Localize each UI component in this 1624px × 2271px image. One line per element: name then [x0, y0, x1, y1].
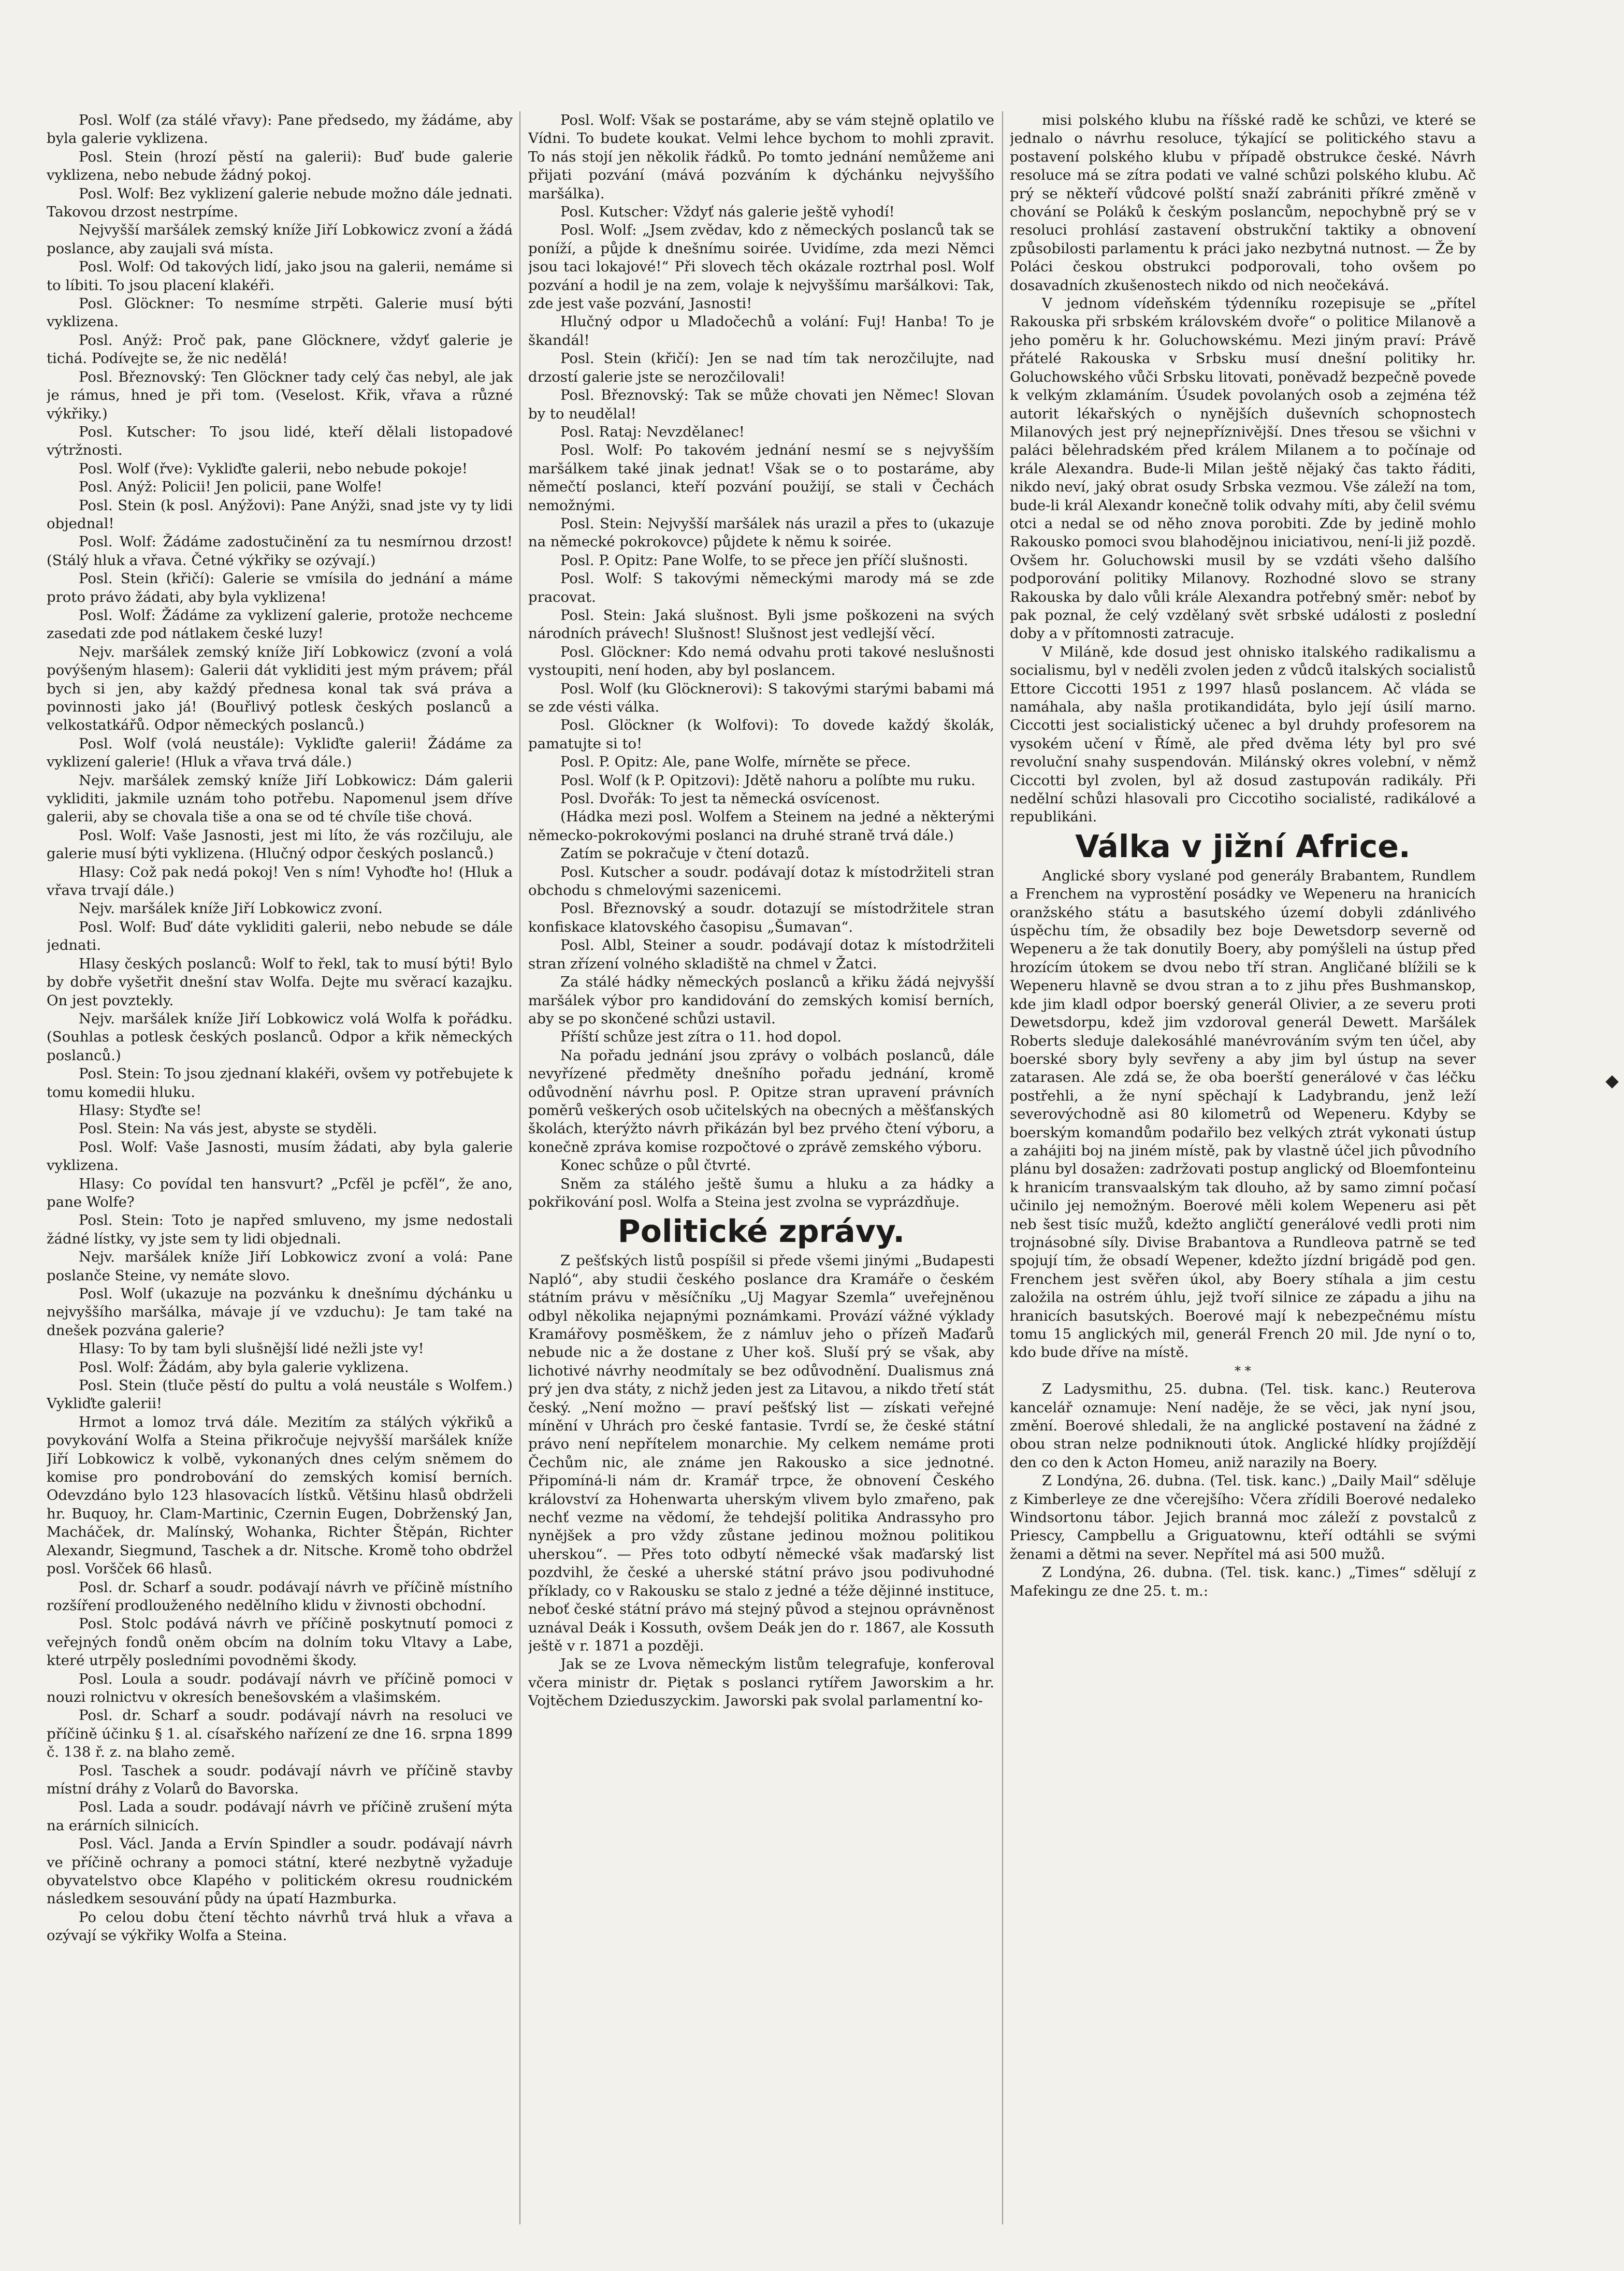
article-paragraph: Za stálé hádky německých poslanců a křiku žádá nejvyšší maršálek výbor pro kandidování do zemských komisí berních, aby se po skončené schůzi ustavil. — [528, 974, 994, 1027]
article-paragraph: Posl. Wolf: Bez vyklizení galerie nebude možno dále jednati. Takovou drzost nestrpíme. — [47, 185, 513, 221]
article-paragraph: Posl. Stein: To jsou zjednaní klakéři, ovšem vy potřebujete k tomu komedii hluku. — [47, 1065, 513, 1101]
news-item: Z Ladysmithu, 25. dubna. (Tel. tisk. kanc.) Reuterova kancelář oznamuje: Není naděje, že se věci, jak nyní jsou, změní. Boerové shledali, že na anglické postavení na žádné z obou stran nelze podniknouti útok. Anglické hlídky projíždějí den co den k Acton Homeu, aniž narazily na Boery. — [1010, 1381, 1476, 1471]
article-paragraph: Posl. Lada a soudr. podávají návrh ve příčině zrušení mýta na erárních silnicích. — [47, 1799, 513, 1834]
article-paragraph: (Hádka mezi posl. Wolfem a Steinem na jedné a některými německo-pokrokovými poslanci na druhé straně trvá dále.) — [528, 808, 994, 844]
article-paragraph: Posl. P. Opitz: Pane Wolfe, to se přece jen příčí slušnosti. — [560, 552, 968, 569]
article-paragraph: Posl. Albl, Steiner a soudr. podávají dotaz k místodržiteli stran zřízení volného skladiště na chmel v Žatci. — [528, 937, 994, 972]
article-paragraph: Hlasy: Styďte se! — [79, 1102, 202, 1119]
article-paragraph: Posl. Březnovský: Tak se může chovati jen Němec! Slovan by to neudělal! — [528, 387, 994, 422]
article-paragraph: Nejv. maršálek zemský kníže Jiří Lobkowicz (zvoní a volá povýšeným hlasem): Galerii dát vykliditi jest mým právem; přál bych si jen, aby každý přednesa konal tak svá práva a povinnosti jako já! (Bouřlivý potlesk českých poslanců a velkostatkářů. Odpor německých poslanců.) — [47, 643, 513, 734]
article-paragraph: Posl. Kutscher: To jsou lidé, kteří dělali listopadové výtržnosti. — [47, 423, 513, 459]
article-paragraph: Posl. Stein (křičí): Jen se nad tím tak nerozčilujte, nad drzostí galerie jste se nerozčilovali! — [528, 350, 994, 385]
article-paragraph: Posl. dr. Scharf a soudr. podávají návrh ve příčině místního rozšíření prodlouženého nedělního klidu v živnosti obchodní. — [47, 1579, 513, 1614]
article-paragraph: Posl. Rataj: Nevzdělanec! — [560, 423, 745, 440]
article-paragraph: Konec schůze o půl čtvrté. — [560, 1157, 751, 1174]
column-1 — [47, 111, 513, 2255]
article-paragraph: Posl. Březnovský a soudr. dotazují se místodržitele stran konfiskace klatovského časopisu „Šumavan“. — [528, 900, 994, 935]
article-paragraph: Hlasy českých poslanců: Wolf to řekl, tak to musí býti! Bylo by dobře vyšetřit dnešní stav Wolfa. Dejte mu svěrací kazajku. On jest povztekly. — [47, 955, 513, 1009]
article-paragraph: Posl. Dvořák: To jest ta německá osvícenost. — [560, 790, 880, 807]
article-paragraph: Po celou dobu čtení těchto návrhů trvá hluk a vřava a ozývají se výkřiky Wolfa a Steina. — [47, 1908, 513, 1944]
article-paragraph: Hrmot a lomoz trvá dále. Mezitím za stálých výkřiků a povykování Wolfa a Steina přikročuje nejvyšší maršálek kníže Jiří Lobkowicz k volbě, vykonaných dnes celým sněmem do komise pro pondrobování do zemských komisí berních. Odevzdáno bylo 123 hlasovacích lístků. Většinu hlasů obdrželi hr. Buquoy, hr. Clam-Martinic, Czernin Eugen, Dobrženský Jan, Macháček, dr. Malínský, Wohanka, Richter Štěpán, Richter Alexandr, Siegmund, Taschek a dr. Nitsche. Kromě toho obdržel posl. Voršček 66 hlasů. — [47, 1413, 513, 1578]
article-paragraph: Posl. Glöckner (k Wolfovi): To dovede každý školák, pamatujte si to! — [528, 717, 994, 752]
column-2 — [528, 111, 994, 2255]
article-paragraph: Hlasy: Co povídal ten hansvurt? „Pcfěl je pcfěl“, že ano, pane Wolfe? — [47, 1175, 513, 1210]
article-paragraph: Posl. Václ. Janda a Ervín Spindler a soudr. podávají návrh ve příčině ochrany a pomoci státní, které nezbytně vyžaduje obyvatelstvo obce Klapého v politickém okresu roudnickém následkem sesouvání půdy na úpatí Hazmburka. — [47, 1835, 513, 1907]
article-paragraph: Posl. Stein: Na vás jest, abyste se styděli. — [79, 1120, 378, 1137]
article-paragraph: Posl. Kutscher: Vždyť nás galerie ještě vyhodí! — [560, 204, 895, 221]
article-paragraph: Posl. Wolf: Žádáme zadostučinění za tu nesmírnou drzost! (Stálý hluk a vřava. Četné výkřiky se ozývají.) — [47, 533, 513, 569]
article-paragraph: Posl. Taschek a soudr. podávají návrh ve příčině stavby místní dráhy z Volarů do Bavorska. — [47, 1762, 513, 1797]
article-paragraph: Posl. Stolc podává návrh ve příčině poskytnutí pomoci z veřejných fondů oněm obcím na dolním toku Vltavy a Labe, které utrpěly posledními povodněmi škody. — [47, 1615, 513, 1669]
article-paragraph: Posl. Anýž: Proč pak, pane Glöcknere, vždyť galerie je tichá. Podívejte se, že nic nedělá! — [47, 331, 513, 367]
article-paragraph: Nejv. maršálek kníže Jiří Lobkowicz zvoní. — [79, 900, 383, 917]
article-paragraph: Posl. Wolf: Od takových lidí, jako jsou na galerii, nemáme si to líbiti. To jsou placení klakéři. — [47, 258, 513, 294]
article-paragraph: Posl. Stein: Jaká slušnost. Byli jsme poškozeni na svých národních právech! Slušnost! Slušnost jest vedlejší věcí. — [528, 606, 994, 642]
article-paragraph: Posl. Stein (tluče pěstí do pultu a volá neustále s Wolfem.) Vykliďte galerii! — [47, 1377, 513, 1412]
article-paragraph: Posl. Wolf: „Jsem zvědav, kdo z německých poslanců tak se poníží, a půjde k dnešnímu soirée. Uvidíme, zda mezi Němci jsou taci lokajové!“ Při slovech těch okázale roztrhal posl. Wolf pozvání a hodil je na zem, volaje k nejvyššímu maršálkovi: Tak, zde jest vaše pozvání, Jasnosti! — [528, 222, 994, 312]
article-paragraph: Posl. Loula a soudr. podávají návrh ve příčině pomoci v nouzi rolnictvu v okresích benešovském a vlašimském. — [47, 1670, 513, 1705]
article-paragraph: Posl. Wolf: Však se postaráme, aby se vám stejně oplatilo ve Vídni. To budete koukat. Velmi lehce bychom to mohli zpravit. To nás stojí jen několik řádků. Po tomto jednání nemůžeme ani přijati pozvání (mává pozváním k dýchánku nejvyššího maršálka). — [528, 112, 994, 202]
article-paragraph: Z pešťských listů pospíšil si přede všemi jinými „Budapesti Napló“, aby studii českého poslance dra Kramáře o českém státním právu v měsíčníku „Uj Magyar Szemla“ uveřejněnou odbyl několika nejapnými poznámkami. Provází vážné výklady Kramářovy posměškem, že z námluv jeho o přízeň Maďarů nebude nic a že dostane z Uher koš. Sluší prý se však, aby lichotivé návrhy neodmítaly se bez odůvodnění. Dualismus zná prý jen dva státy, z nichž jeden jest za Litavou, a nikdo třetí stát český. „Není možno — praví pešťský list — získati veřejné mínění v Uhrách pro české fantasie. Tvrdí se, že české státní právo není nepřítelem monarchie. My celkem nemáme proti Čechům nic, ale známe jen Rakousko a sice jednotné. Připomíná-li nám dr. Kramář trpce, že obnovení Českého království za Hohenwarta uherským vlivem bylo zmařeno, pak nechť vezme na vědomí, že tehdejší politika Andrassyho pro nynějšek a pro vždy zůstane jedinou možnou politikou uherskou“. — Přes toto odbytí německé však maďarský list pozdvihl, že české a uherské státní právo jsou podivuhodné příklady, co v Rakousku se stalo z jedné a téže dějinné instituce, neboť české státní právo má stejný původ a stejnou oprávněnost uznával Deák i Kossuth, ovšem Deák jen do r. 1867, ale Kossuth ještě v r. 1871 a později. — [528, 1252, 994, 1654]
article-paragraph: Hlučný odpor u Mladočechů a volání: Fuj! Hanba! To je škandál! — [528, 313, 994, 349]
registration-mark — [1605, 1075, 1618, 1088]
article-paragraph: Posl. Wolf (za stálé vřavy): Pane předsedo, my žádáme, aby byla galerie vyklizena. — [47, 112, 513, 147]
article-paragraph: Posl. Wolf: Buď dáte vykliditi galerii, nebo nebude se dále jednati. — [47, 918, 513, 954]
article-paragraph: Posl. Stein: Nejvyšší maršálek nás urazil a přes to (ukazuje na německé pokrokovce) půjdete k němu k soirée. — [528, 515, 994, 551]
article-paragraph: Posl. Wolf: Žádám, aby byla galerie vyklizena. — [79, 1358, 409, 1376]
article-paragraph: Příští schůze jest zítra o 11. hod dopol. — [560, 1029, 842, 1046]
section-heading: Válka v jižní Africe. — [1075, 828, 1411, 865]
article-paragraph: Na pořadu jednání jsou zprávy o volbách poslanců, dále nevyřízené předměty dnešního pořadu jednání, kromě odůvodnění návrhu posl. P. Opitze stran upravení právních poměrů veškerých osob učitelských na obecných a měšťanských školách, kterýžto návrh přikázán byl bez prvého čtení výboru, a konečně zpráva komise rozpočtové o zprávě zemského výboru. — [528, 1047, 994, 1155]
article-paragraph: Hlasy: To by tam byli slušnější lidé nežli jste vy! — [79, 1340, 424, 1357]
article-paragraph: Posl. Wolf: Vaše Jasnosti, musím žádati, aby byla galerie vyklizena. — [47, 1138, 513, 1174]
article-paragraph: Posl. Stein (křičí): Galerie se vmísila do jednání a máme proto právo žádati, aby byla vyklizena! — [47, 570, 513, 605]
article-paragraph: Posl. Stein: Toto je napřed smluveno, my jsme nedostali žádné lístky, vy jste sem ty lidi objednali. — [47, 1212, 513, 1247]
article-paragraph: V jednom vídeňském týdenníku rozepisuje se „přítel Rakouska při srbském královském dvoře“ o politice Milanově a jeho poměru k hr. Goluchowskému. Mezi jiným praví: Právě přátelé Rakouska v Srbsku musí dnešní politiky hr. Goluchowského vůči Srbsku litovati, poněvadž bezpečně povede k velkým zklamáním. Úsudek povolaných osob a zejména též autorit lékařských o nynějších duševních schopnostech Milanových jest prý nejnepříznivější. Dnes třesou se všichni v paláci bělehradském před králem Milanem a to počínaje od krále Alexandra. Bude-li Milan ještě nějaký čas takto řáditi, nikdo neví, jaký obrat osudy Srbska vezmou. Vše záleží na tom, bude-li král Alexandr konečně tolik odvahy míti, aby čelil svému otci a nedal se od něho znova porobiti. Zde by jedině mohlo Rakousko pomoci svou blahodějnou iniciativou, není-li již pozdě. Ovšem hr. Goluchowski musil by se vzdáti všeho dalšího podporování politiky Milanovy. Rozhodné slovo se strany Rakouska by dalo vůli krále Alexandra potřebný směr: neboť by pak poznal, že celý vzdělaný svět srbské události z poslední doby a v přítomnosti zatracuje. — [1010, 295, 1476, 642]
article-paragraph: Posl. Wolf (volá neustále): Vykliďte galerii! Žádáme za vyklizení galerie! (Hluk a vřava trvá dále.) — [47, 735, 513, 771]
article-paragraph: Posl. Wolf (k P. Opitzovi): Jdětě nahoru a políbte mu ruku. — [560, 772, 976, 789]
article-paragraph: Nejv. maršálek kníže Jiří Lobkowicz zvoní a volá: Pane poslanče Steine, vy nemáte slovo. — [47, 1249, 513, 1284]
article-paragraph: Posl. Březnovský: Ten Glöckner tady celý čas nebyl, ale jak je rámus, hned je při tom. (Veselost. Křik, vřava a různé výkřiky.) — [47, 368, 513, 422]
article-paragraph: Posl. Wolf: Po takovém jednání nesmí se s nejvyšším maršálkem také jinak jednat! Však se o to postaráme, aby němečtí poslanci, kteří pozvání použijí, se stali v Čechách nemožnými. — [528, 442, 994, 514]
article-paragraph: Nejvyšší maršálek zemský kníže Jiří Lobkowicz zvoní a žádá poslance, aby zaujali svá místa. — [47, 222, 513, 257]
article-paragraph: Posl. Stein (hrozí pěstí na galerii): Buď bude galerie vyklizena, nebo nebude žádný pokoj. — [47, 148, 513, 184]
article-paragraph: misi polského klubu na říšské radě ke schůzi, ve které se jednalo o návrhu resoluce, týkající se politického stavu a postavení polského klubu v případě obstrukce české. Návrh resoluce má se zítra podati ve valné schůzi polského klubu. Ač prý se někteří vůdcové polští snaží zabrániti příkré změně v chování se Poláků k českým poslancům, nepochybně prý se v resoluci prohlásí zastavení obstrukční taktiky a obnovení způsobilosti parlamentu k práci jako nezbytná nutnost. — Že by Poláci českou obstrukci podporovali, toho ovšem po dosavadních zkušenostech nikdo od nich neočekává. — [1010, 112, 1476, 294]
article-paragraph: Posl. Wolf (ku Glöcknerovi): S takovými starými babami má se zde vésti válka. — [528, 680, 994, 715]
section-heading: Politické zprávy. — [617, 1213, 905, 1250]
article-paragraph: Posl. Stein (k posl. Anýžovi): Pane Anýži, snad jste vy ty lidi objednal! — [47, 497, 513, 532]
article-paragraph: Nejv. maršálek zemský kníže Jiří Lobkowicz: Dám galerii vykliditi, jakmile uznám toho potřebu. Napomenul jsem dříve galerii, aby se chovala tiše a ona se od té chvíle tiše chová. — [47, 772, 513, 826]
article-paragraph: Sněm za stálého ještě šumu a hluku a za hádky a pokřikování posl. Wolfa a Steina jest zvolna se vyprázdňuje. — [528, 1175, 994, 1210]
column-3 — [1010, 111, 1476, 2255]
article-paragraph: Hlasy: Což pak nedá pokoj! Ven s ním! Vyhoďte ho! (Hluk a vřava trvají dále.) — [47, 863, 513, 899]
article-paragraph: Posl. Glöckner: To nesmíme strpěti. Galerie musí býti vyklizena. — [47, 295, 513, 330]
article-paragraph: Zatím se pokračuje v čtení dotazů. — [560, 845, 810, 862]
article-paragraph: V Miláně, kde dosud jest ohnisko italského radikalismu a socialismu, byl v neděli zvolen jeden z vůdců italských socialistů Ettore Ciccotti 1951 z 1997 hlasů poslancem. Ač vláda se namáhala, aby našla protikandidáta, bylo její úsilí marno. Ciccotti jest socialistický učenec a byl druhdy profesorem na vysokém učení v Římě, ale před dvěma léty byl pro své revoluční snahy suspendován. Milánský okres volební, v němž Ciccotti byl zvolen, byl až dosud zastupován radikály. Při nedělní schůzi hlasovali pro Ciccotiho socialisté, radikálové a republikáni. — [1010, 643, 1476, 826]
article-paragraph: Posl. Wolf (ukazuje na pozvánku k dnešnímu dýchánku u nejvyššího maršálka, mávaje jí ve vzduchu): Je tam také na dnešek pozvána galerie? — [47, 1285, 513, 1339]
article-paragraph: Posl. Wolf: S takovými německými marody má se zde pracovat. — [528, 570, 994, 605]
column-divider — [519, 111, 520, 2224]
article-paragraph: Posl. Wolf: Žádáme za vyklizení galerie, protože nechceme zasedati zde pod nátlakem české luzy! — [47, 606, 513, 642]
article-paragraph: Posl. Kutscher a soudr. podávají dotaz k místodržiteli stran obchodu s chmelovými sazenicemi. — [528, 863, 994, 899]
news-item: Z Londýna, 26. dubna. (Tel. tisk. kanc.) „Times“ sdělují z Mafekingu ze dne 25. t. m.: — [1010, 1564, 1476, 1599]
article-paragraph: Posl. Wolf (řve): Vykliďte galerii, nebo nebude pokoje! — [79, 460, 468, 477]
article-paragraph: Posl. P. Opitz: Ale, pane Wolfe, mírněte se přece. — [560, 754, 911, 771]
article-paragraph: Nejv. maršálek kníže Jiří Lobkowicz volá Wolfa k pořádku. (Souhlas a potlesk českých poslanců. Odpor a křik německých poslanců.) — [47, 1010, 513, 1064]
article-paragraph: Posl. Glöckner: Kdo nemá odvahu proti takové neslušnosti vystoupiti, není hoden, aby byl poslancem. — [528, 643, 994, 679]
article-paragraph: Jak se ze Lvova německým listům telegrafuje, konferoval včera ministr dr. Piętak s poslanci rytířem Jaworskim a hr. Vojtěchem Dzieduszyckim. Jaworski pak svolal parlamentní ko- — [528, 1656, 994, 1710]
news-item: Z Londýna, 26. dubna. (Tel. tisk. kanc.) „Daily Mail“ sděluje z Kimberleye ze dne včerejšího: Včera zřídili Boerové nedaleko Windsortonu tábor. Jejich branná moc záleží z povstalců z Priescy, Campbellu a Griguatownu, kteří odtáhli se svými ženami a dětmi na sever. Nepřítel má asi 500 mužů. — [1010, 1472, 1476, 1563]
article-paragraph: Anglické sbory vyslané pod generály Brabantem, Rundlem a Frenchem na vyprostění posádky ve Wepeneru na hranicích oranžského státu a basutského území dobyli zdánlivého úspěchu tím, že obsadily bez boje Dewetsdorp severně od Wepeneru a že tak donutily Boery, aby pomýšleli na ústup před hrozícím útokem se dvou nebo tří stran. Angličané blížili se k Wepeneru hlavně se dvou stran a to z jihu přes Bushmanskop, kde jim kladl odpor boerský generál Olivier, a ze severu proti Dewetsdorpu, kdež jim vzdoroval generál Dewett. Maršálek Roberts sleduje dalekosáhlé manévrováním svým ten účel, aby boerské sbory byly sevřeny a aby jim byl ústup na sever zatarasen. Ale zdá se, že oba boerští generálové v čas léčku postřehli, a že nyní spěchají k Ladybrandu, jenž leží severovýchodně asi 80 kilometrů od Wepeneru. Kdyby se boerským komandům podařilo bez velkých ztrát vykonati ústup a zahájiti boj na jiném místě, pak by vlastně účel jich původního plánu byl dosažen: zadržovati postup anglický od Bloemfonteinu k hranicím transvaalským tak dlouho, až by samo zimní počasí učinilo jej nemožným. Boerové měli kolem Wepeneru asi pět neb šest tisíc mužů, kdežto angličtí generálové vedli proti nim trojnásobné síly. Divise Brabantova a Rundleova patrně se teď spojují tím, že obsadí Wepener, kdežto jízdní brigádě pod gen. Frenchem jest svěřen úkol, aby Boery stíhala a jim cestu založila na ostrém úhlu, jejž tvoří silnice ze západu a jihu na hranicích basutských. Boerové mají k nebezpečnému místu tomu 15 anglických mil, generál French 20 mil. Jde nyní o to, kdo bude dříve na místě. — [1010, 867, 1476, 1361]
article-paragraph: Posl. Wolf: Vaše Jasnosti, jest mi líto, že vás rozčiluju, ale galerie musí býti vyklizena. (Hlučný odpor českých poslanců.) — [47, 827, 513, 862]
asterism-separator: * * — [1235, 1363, 1251, 1378]
column-divider — [1002, 111, 1003, 2224]
article-paragraph: Posl. dr. Scharf a soudr. podávají návrh na resoluci ve příčině účinku § 1. al. císařského nařízení ze dne 16. srpna 1899 č. 138 ř. z. na blaho země. — [47, 1707, 513, 1761]
article-paragraph: Posl. Anýž: Policii! Jen policii, pane Wolfe! — [79, 479, 383, 496]
